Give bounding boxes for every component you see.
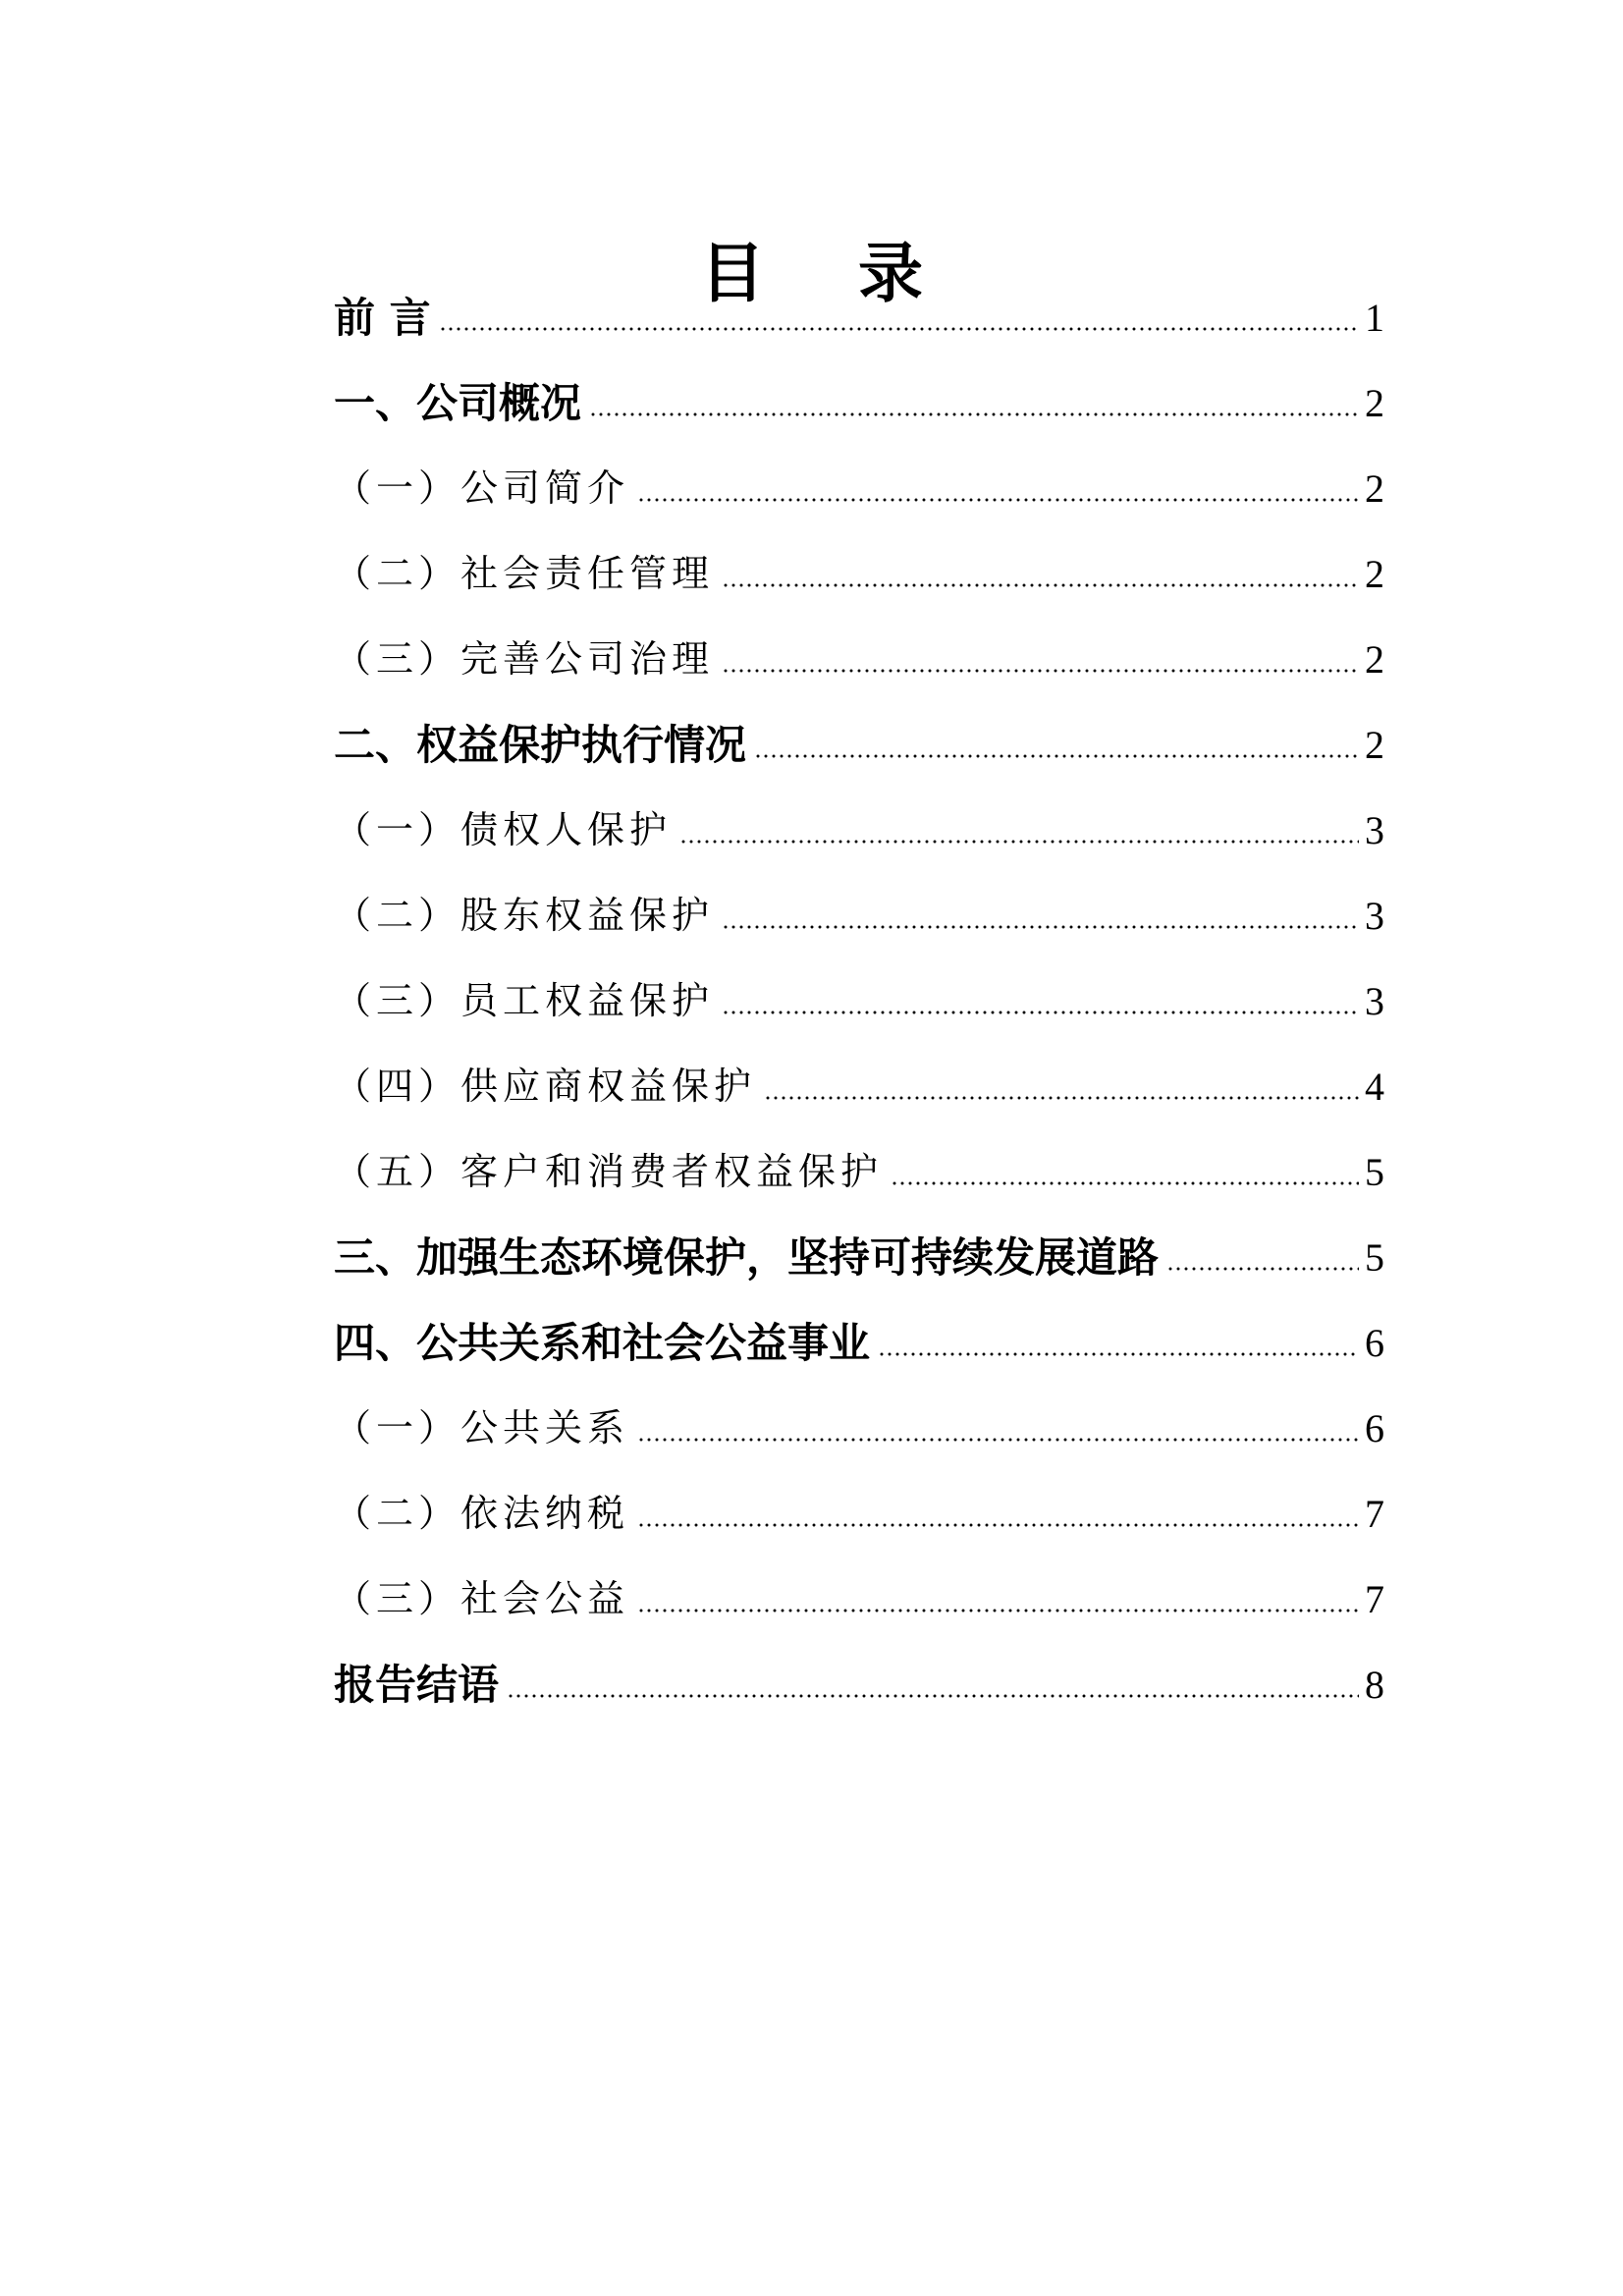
toc-entry-section[interactable] xyxy=(334,275,1384,360)
toc-dot-leader xyxy=(637,1522,1359,1528)
toc-entry-label: （二）股东权益保护 xyxy=(334,894,715,937)
toc-dot-leader xyxy=(589,411,1359,417)
toc-dot-leader xyxy=(754,753,1359,759)
toc-dot-leader xyxy=(637,497,1359,503)
toc-dot-leader xyxy=(722,582,1359,588)
toc-entry-label: 三、加强生态环境保护，坚持可持续发展道路 xyxy=(334,1233,1160,1282)
toc-entry-label: （三）社会公益 xyxy=(334,1577,630,1620)
toc-entry-label: 二、权益保护执行情况 xyxy=(334,721,747,769)
toc-entry-label: 报告结语 xyxy=(334,1661,500,1709)
toc-page-number: 6 xyxy=(1365,1406,1384,1450)
toc-entry-section[interactable] xyxy=(334,702,1384,788)
toc-entry-subsection[interactable] xyxy=(334,531,1384,617)
toc-dot-leader xyxy=(439,326,1359,332)
toc-page-number: 3 xyxy=(1365,979,1384,1023)
toc-dot-leader xyxy=(507,1693,1359,1699)
toc-entry-subsection[interactable] xyxy=(334,873,1384,958)
toc-page-number: 3 xyxy=(1365,894,1384,938)
toc-page-number: 4 xyxy=(1365,1065,1384,1109)
toc-page-number: 5 xyxy=(1365,1150,1384,1194)
toc-entry-subsection[interactable] xyxy=(334,1557,1384,1642)
toc-entry-subsection[interactable] xyxy=(334,1129,1384,1215)
toc-entry-subsection[interactable] xyxy=(334,446,1384,531)
toc-page-number: 1 xyxy=(1365,296,1384,340)
toc-entry-section[interactable] xyxy=(334,1215,1384,1300)
toc-title: 目 录 xyxy=(700,236,958,312)
toc-page-number: 2 xyxy=(1365,381,1384,425)
toc-entry-subsection[interactable] xyxy=(334,1471,1384,1557)
toc-page-number: 7 xyxy=(1365,1577,1384,1621)
toc-page-number: 7 xyxy=(1365,1492,1384,1536)
toc-entry-subsection[interactable] xyxy=(334,958,1384,1044)
toc-dot-leader xyxy=(878,1351,1359,1357)
toc-entry-subsection[interactable] xyxy=(334,617,1384,702)
toc-page-number: 2 xyxy=(1365,466,1384,511)
toc-entry-label: （五）客户和消费者权益保护 xyxy=(334,1150,884,1193)
toc-dot-leader xyxy=(722,668,1359,674)
toc-page-number: 5 xyxy=(1365,1235,1384,1280)
toc-page-number: 6 xyxy=(1365,1321,1384,1365)
table-of-contents xyxy=(334,275,1384,1727)
toc-dot-leader xyxy=(637,1608,1359,1613)
toc-page-number: 2 xyxy=(1365,723,1384,767)
toc-entry-label: （二）依法纳税 xyxy=(334,1492,630,1535)
toc-entry-label: （二）社会责任管理 xyxy=(334,552,715,595)
toc-entry-label: 四、公共关系和社会公益事业 xyxy=(334,1319,871,1367)
toc-entry-label: 前 言 xyxy=(334,294,431,342)
toc-dot-leader xyxy=(637,1437,1359,1443)
toc-page-number: 2 xyxy=(1365,637,1384,682)
toc-dot-leader xyxy=(722,1010,1359,1015)
toc-entry-label: （三）完善公司治理 xyxy=(334,637,715,681)
toc-entry-section[interactable] xyxy=(334,1300,1384,1386)
toc-dot-leader xyxy=(1166,1266,1359,1272)
toc-dot-leader xyxy=(722,924,1359,930)
toc-page-number: 2 xyxy=(1365,552,1384,596)
toc-entry-subsection[interactable] xyxy=(334,1044,1384,1129)
toc-entry-label: 一、公司概况 xyxy=(334,379,582,427)
toc-entry-label: （一）公共关系 xyxy=(334,1406,630,1449)
toc-dot-leader xyxy=(891,1180,1359,1186)
toc-entry-label: （一）公司简介 xyxy=(334,466,630,510)
toc-page-number: 3 xyxy=(1365,808,1384,852)
toc-entry-label: （四）供应商权益保护 xyxy=(334,1065,757,1108)
toc-dot-leader xyxy=(679,839,1359,845)
toc-entry-label: （三）员工权益保护 xyxy=(334,979,715,1022)
toc-entry-section[interactable] xyxy=(334,360,1384,446)
toc-entry-section[interactable] xyxy=(334,1642,1384,1727)
toc-entry-subsection[interactable] xyxy=(334,1386,1384,1471)
toc-entry-label: （一）债权人保护 xyxy=(334,808,673,851)
toc-dot-leader xyxy=(764,1095,1359,1101)
toc-entry-subsection[interactable] xyxy=(334,788,1384,873)
toc-page-number: 8 xyxy=(1365,1663,1384,1707)
